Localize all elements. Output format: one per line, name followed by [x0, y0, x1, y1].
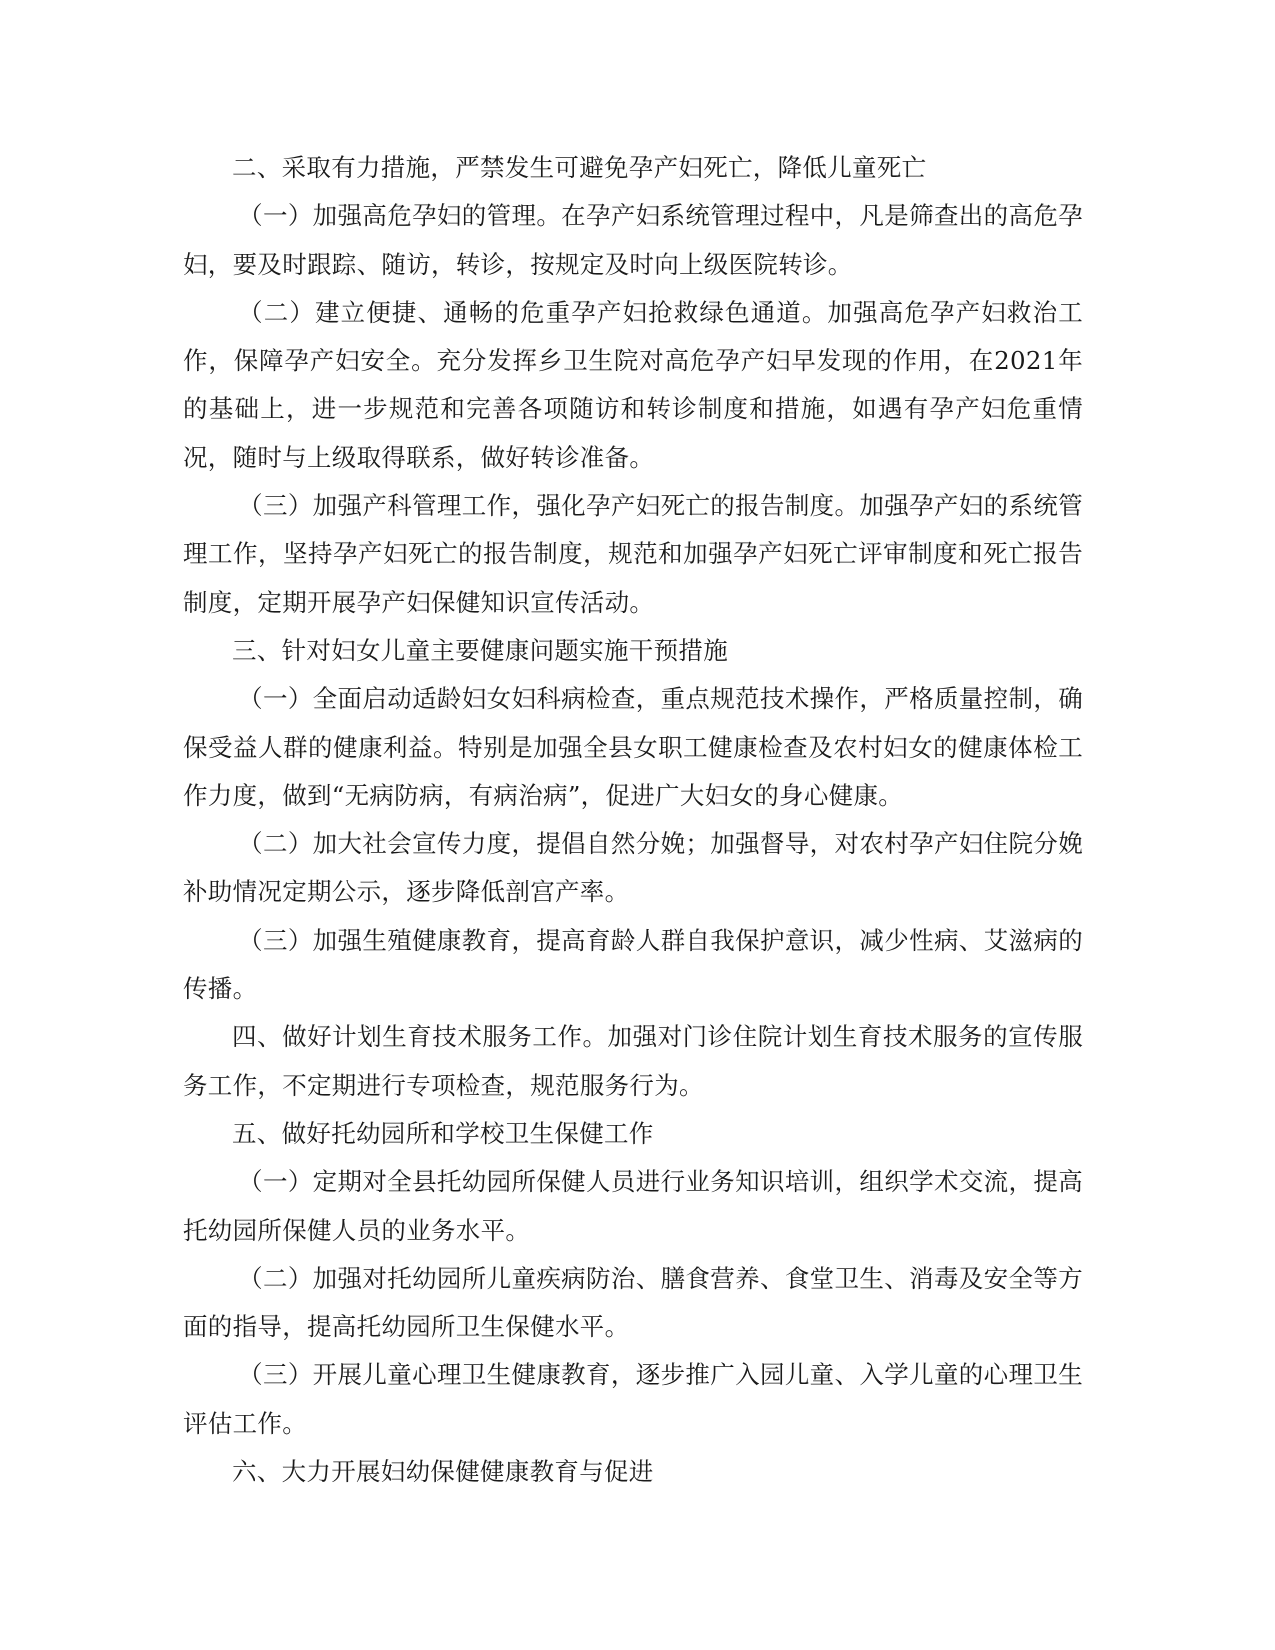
paragraph-3-2: （二）加大社会宣传力度，提倡自然分娩；加强督导，对农村孕产妇住院分娩补助情况定期公示，逐步降低剖宫产率。 — [183, 829, 1083, 907]
heading-section-6: 六、大力开展妇幼保健健康教育与促进 — [232, 1457, 654, 1487]
heading-section-4: 四、做好计划生育技术服务工作。加强对门诊住院计划生育技术服务的宣传服务工作，不定期进行专项检查，规范服务行为。 — [183, 1022, 1083, 1100]
paragraph-5-1: （一）定期对全县托幼园所保健人员进行业务知识培训，组织学术交流，提高托幼园所保健人员的业务水平。 — [183, 1167, 1083, 1245]
heading-section-2: 二、采取有力措施，严禁发生可避免孕产妇死亡，降低儿童死亡 — [232, 153, 927, 182]
paragraph-2-1: （一）加强高危孕妇的管理。在孕产妇系统管理过程中，凡是筛查出的高危孕妇，要及时跟踪、随访，转诊，按规定及时向上级医院转诊。 — [183, 201, 1083, 279]
document-body — [183, 144, 1083, 1496]
paragraph-5-3: （三）开展儿童心理卫生健康教育，逐步推广入园儿童、入学儿童的心理卫生评估工作。 — [183, 1360, 1083, 1438]
paragraph-3-1: （一）全面启动适龄妇女妇科病检查，重点规范技术操作，严格质量控制，确保受益人群的健康利益。特别是加强全县女职工健康检查及农村妇女的健康体检工作力度，做到“无病防病，有病治病”，促进广大妇女的身心健康。 — [183, 684, 1083, 810]
heading-section-5: 五、做好托幼园所和学校卫生保健工作 — [232, 1118, 654, 1148]
paragraph-2-2: （二）建立便捷、通畅的危重孕产妇抢救绿色通道。加强高危孕产妇救治工作，保障孕产妇安全。充分发挥乡卫生院对高危孕产妇早发现的作用，在2021年的基础上，进一步规范和完善各项随访和转诊制度和措施，如遇有孕产妇危重情况，随时与上级取得联系，做好转诊准备。 — [183, 297, 1083, 472]
paragraph-2-3: （三）加强产科管理工作，强化孕产妇死亡的报告制度。加强孕产妇的系统管理工作，坚持孕产妇死亡的报告制度，规范和加强孕产妇死亡评审制度和死亡报告制度，定期开展孕产妇保健知识宣传活动。 — [183, 491, 1083, 617]
heading-section-3: 三、针对妇女儿童主要健康问题实施干预措施 — [232, 635, 728, 665]
paragraph-3-3: （三）加强生殖健康教育，提高育龄人群自我保护意识，减少性病、艾滋病的传播。 — [183, 925, 1083, 1004]
paragraph-5-2: （二）加强对托幼园所儿童疾病防治、膳食营养、食堂卫生、消毒及安全等方面的指导，提高托幼园所卫生保健水平。 — [183, 1263, 1083, 1342]
